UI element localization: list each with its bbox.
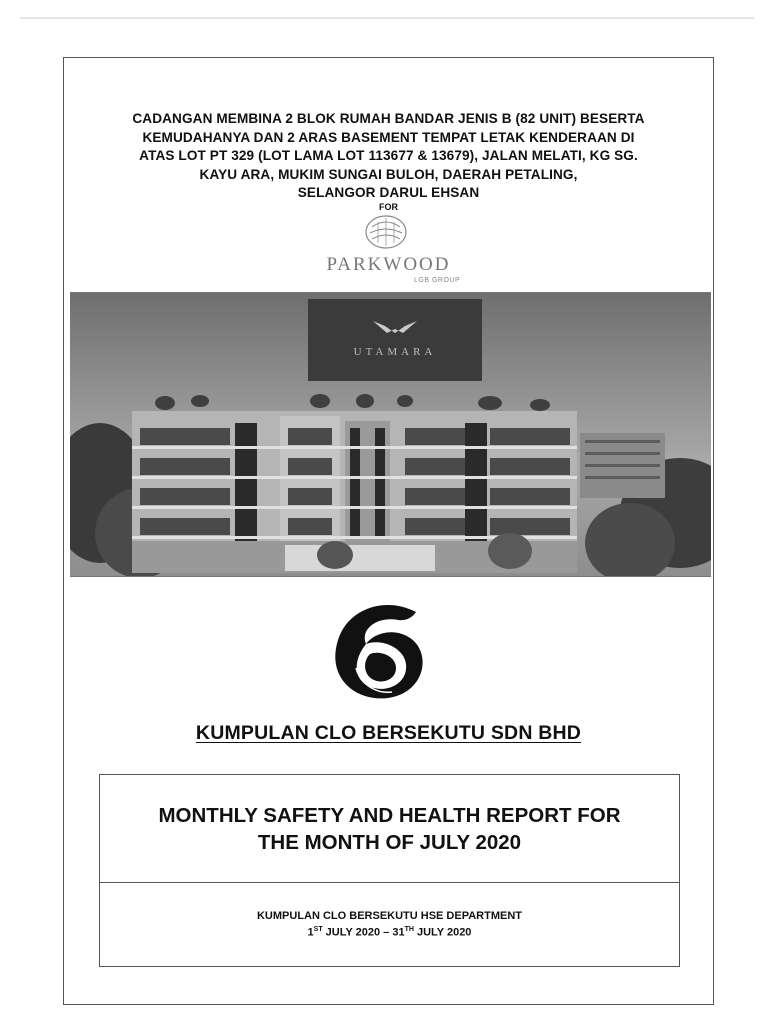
parkwood-wordmark: PARKWOOD: [326, 254, 451, 275]
project-title-line: SELANGOR DARUL EHSAN: [297, 185, 480, 200]
period-start-rest: JULY 2020 – 31: [322, 926, 405, 939]
period-end-rest: JULY 2020: [413, 926, 472, 939]
company-name: KUMPULAN CLO BERSEKUTU SDN BHD: [195, 722, 582, 744]
report-title-line: MONTHLY SAFETY AND HEALTH REPORT FOR: [158, 804, 621, 827]
report-title-line: THE MONTH OF JULY 2020: [257, 831, 522, 854]
cover-page-frame: [63, 57, 714, 1005]
hse-department: KUMPULAN CLO BERSEKUTU HSE DEPARTMENT: [256, 910, 523, 922]
project-title-line: KAYU ARA, MUKIM SUNGAI BULOH, DAERAH PETALING,: [199, 166, 578, 182]
period-start-day: 1: [307, 926, 314, 939]
lgb-group-label: LGB GROUP: [414, 277, 461, 284]
report-box-divider: [100, 882, 679, 883]
report-title: [100, 802, 679, 856]
project-title: [64, 110, 713, 203]
utamara-signboard-text: UTAMARA: [353, 346, 437, 358]
parkwood-emblem-icon: [362, 213, 410, 251]
building-rendering: [70, 292, 711, 577]
period-end-suffix: TH: [404, 926, 414, 933]
report-period: [100, 926, 679, 939]
for-label: FOR: [379, 202, 398, 212]
clo-logo-icon: [326, 598, 434, 706]
project-title-line: ATAS LOT PT 329 (LOT LAMA LOT 113677 & 13679), JALAN MELATI, KG SG.: [139, 148, 638, 163]
report-title-box: [99, 774, 680, 967]
period-start-suffix: ST: [313, 926, 323, 933]
project-title-line: KEMUDAHANYA DAN 2 ARAS BASEMENT TEMPAT LETAK KENDERAAN DI: [142, 129, 635, 145]
scan-edge-line: [20, 17, 754, 19]
project-title-line: CADANGAN MEMBINA 2 BLOK RUMAH BANDAR JENIS B (82 UNIT) BESERTA: [132, 111, 645, 126]
